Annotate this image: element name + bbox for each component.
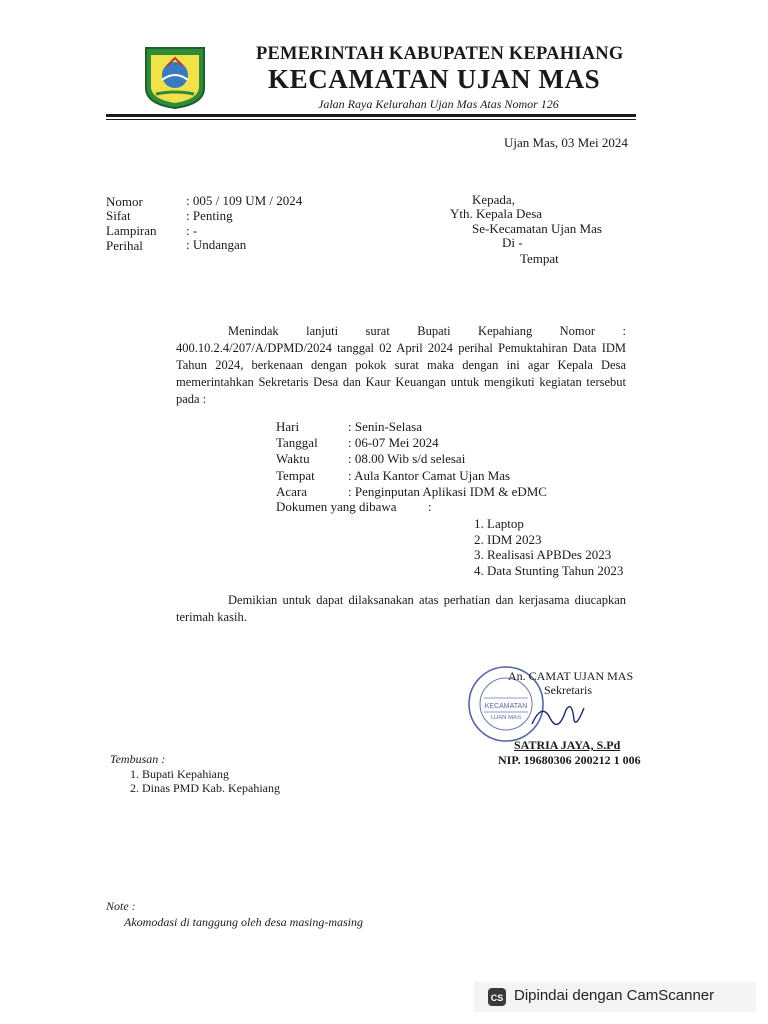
tembusan-label: Tembusan : (110, 752, 166, 766)
recipient-yth: Yth. Kepala Desa (450, 206, 543, 221)
body-paragraph-intro: Menindak lanjuti surat Bupati Kepahiang Nomor : 400.10.2.4/207/A/DPMD/2024 tanggal 02 April 2024 perihal Pemuktahiran Data IDM Tahun 2024, berkenaan dengan pokok surat maka dengan ini agar Kepala Desa memerintahkan Sekretaris Desa dan Kaur Keuangan untuk mengikuti kegiatan tersebut pada : (176, 324, 626, 406)
signature-on-behalf: An. CAMAT UJAN MAS (508, 669, 634, 683)
lampiran-value: : - (186, 223, 198, 238)
dokumen-label: Dokumen yang dibawa (276, 499, 397, 514)
regency-crest-logo (140, 44, 210, 110)
recipient-di: Di - (502, 235, 523, 250)
signatory-nip: NIP. 19680306 200212 1 006 (498, 753, 641, 767)
svg-text:UJAN MAS: UJAN MAS (490, 715, 522, 721)
letterhead-district: KECAMATAN UJAN MAS (268, 64, 601, 94)
dokumen-item: 3. Realisasi APBDes 2023 (474, 547, 612, 562)
note-label: Note : (106, 899, 136, 913)
detail-acara-value: : Penginputan Aplikasi IDM & eDMC (348, 484, 547, 499)
detail-waktu-label: Waktu (276, 451, 310, 466)
dokumen-item: 2. IDM 2023 (474, 532, 542, 547)
letter-date: Ujan Mas, 03 Mei 2024 (504, 135, 628, 150)
dokumen-colon: : (428, 499, 432, 514)
signature-role: Sekretaris (544, 683, 592, 697)
nomor-value: : 005 / 109 UM / 2024 (186, 193, 303, 208)
letterhead-government: PEMERINTAH KABUPATEN KEPAHIANG (256, 44, 624, 64)
handwritten-signature (528, 696, 588, 732)
lampiran-label: Lampiran (106, 223, 157, 238)
recipient-tempat: Tempat (520, 251, 559, 266)
svg-text:KECAMATAN: KECAMATAN (484, 703, 528, 710)
detail-hari-value: : Senin-Selasa (348, 419, 423, 434)
letterhead-address: Jalan Raya Kelurahan Ujan Mas Atas Nomor 126 (318, 97, 559, 111)
signatory-name: SATRIA JAYA, S.Pd (514, 738, 621, 752)
nomor-label: Nomor (106, 194, 143, 209)
perihal-value: : Undangan (186, 237, 247, 252)
body-paragraph-closing: Demikian untuk dapat dilaksanakan atas perhatian dan kerjasama diucapkan terimah kasih. (176, 593, 626, 624)
detail-acara-label: Acara (276, 484, 308, 499)
camscanner-logo-icon (488, 988, 506, 1006)
sifat-value: : Penting (186, 208, 233, 223)
note-text: Akomodasi di tanggung oleh desa masing-masing (124, 915, 363, 929)
sifat-label: Sifat (106, 208, 131, 223)
dokumen-item: 4. Data Stunting Tahun 2023 (474, 563, 624, 578)
letterhead-divider-thick (106, 114, 636, 117)
dokumen-item: 1. Laptop (474, 516, 524, 531)
letterhead-divider-thin (106, 119, 636, 120)
perihal-label: Perihal (106, 238, 143, 253)
tembusan-item: 1. Bupati Kepahiang (130, 767, 229, 781)
tembusan-item: 2. Dinas PMD Kab. Kepahiang (130, 781, 280, 795)
detail-tanggal-value: : 06-07 Mei 2024 (348, 435, 439, 450)
scanner-watermark-text: Dipindai dengan CamScanner (514, 987, 715, 1004)
svg-text:CS: CS (490, 993, 504, 1003)
recipient-kepada: Kepada, (472, 192, 515, 207)
detail-tempat-value: : Aula Kantor Camat Ujan Mas (348, 468, 511, 483)
detail-waktu-value: : 08.00 Wib s/d selesai (348, 451, 466, 466)
detail-hari-label: Hari (276, 419, 300, 434)
recipient-scope: Se-Kecamatan Ujan Mas (472, 221, 602, 236)
detail-tempat-label: Tempat (276, 468, 315, 483)
detail-tanggal-label: Tanggal (276, 435, 318, 450)
